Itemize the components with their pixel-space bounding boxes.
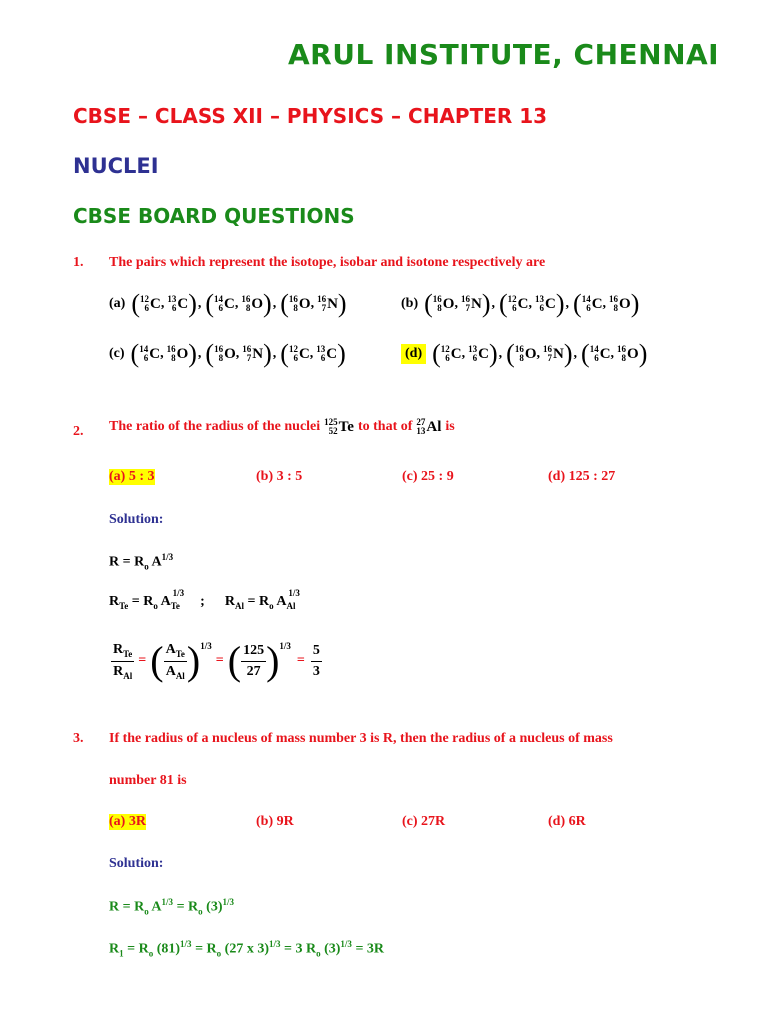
chapter-heading: NUCLEI: [73, 154, 159, 178]
nuclide-pair: ( 14 6 C , 16 8 O ): [205, 289, 272, 318]
q1-option-label: (a): [109, 296, 126, 311]
nuclide: 13 6 C: [468, 344, 489, 363]
nuclide: 12 6 C: [140, 294, 161, 313]
nuclide: 14 6 C: [214, 294, 235, 313]
q2-formula-line: $R = R_o$ $A^{1/3}$: [109, 552, 174, 572]
q2-text: [109, 418, 455, 436]
nuclide-pair: ( 12 6 C , 13 6 C ): [131, 289, 197, 318]
nuclide: 16 7 N: [317, 294, 338, 313]
q2-text-a: The ratio of the radius of the nuclei: [109, 419, 321, 434]
q1-option-c[interactable]: (c) ( 14 6 C , 16 8 O ) , ( 16 8 O , 16 7 N ) , ( 12 6 C , 13 6 C ): [109, 339, 346, 368]
al-atomic: 13: [416, 426, 426, 436]
q1-option-label: (b): [401, 296, 419, 311]
q2-number: 2.: [73, 424, 84, 439]
nuclide: 16 8 O: [609, 294, 631, 313]
q3-text-line2: number 81 is: [109, 773, 187, 788]
nuclide: 16 7 N: [242, 344, 264, 363]
q2-option-a[interactable]: (a) 5 : 3: [109, 469, 155, 484]
q3-solution-label: Solution:: [109, 856, 164, 871]
te-symbol: Te: [338, 418, 354, 435]
nuclide: 16 7 N: [543, 344, 564, 363]
nuclide-pair: ( 14 6 C , 16 8 O ): [130, 339, 197, 368]
q2-text-b: to that of: [357, 419, 413, 434]
nuclide: 16 8 O: [514, 344, 537, 363]
q2-radius-line: $R_{Te} = R_o$ $A_{Te}$ 1/3 ; $R_{Al} = R_o$ $A_{Al}$ 1/3: [109, 588, 300, 611]
nuclide-pair: ( 12 6 C , 13 6 C ): [498, 289, 565, 318]
q1-text: The pairs which represent the isotope, isobar and isotone respectively are: [109, 255, 546, 270]
nuclide: 13 6 C: [167, 294, 189, 313]
q3-option-a[interactable]: (a) 3R: [109, 814, 146, 829]
te-mass: 125: [324, 417, 338, 427]
al-mass: 27: [416, 417, 426, 427]
q2-option-c[interactable]: (c) 25 : 9: [402, 469, 454, 484]
nuclide: 16 8 O: [432, 294, 455, 313]
q1-option-a[interactable]: (a) ( 12 6 C , 13 6 C ) , ( 14 6 C , 16 8 O ) , ( 16 8 O , 16 7 N ): [109, 289, 347, 318]
q3-text-line1: If the radius of a nucleus of mass number 3 is R, then the radius of a nucleus of mass: [109, 731, 613, 746]
nuclide: 12 6 C: [288, 344, 310, 363]
nuclide-pair: ( 12 6 C , 13 6 C ): [432, 339, 498, 368]
nuclide-pair: ( 14 6 C , 16 8 O ): [573, 289, 640, 318]
al-symbol: Al: [426, 418, 442, 435]
course-heading: CBSE – CLASS XII – PHYSICS – CHAPTER 13: [73, 104, 548, 128]
section-heading: CBSE BOARD QUESTIONS: [73, 204, 355, 228]
nuclide-pair: ( 16 8 O , 16 7 N ): [205, 339, 272, 368]
q2-option-b[interactable]: (b) 3 : 5: [256, 469, 303, 484]
q3-solution-line2: $R_1 = R_o$ $(81)^{1/3} = R_o$ (27 x 3)$^{1/3}$ = 3 $R_o$ $(3)^{1/3} = 3R$: [109, 939, 385, 959]
nuclide: 12 6 C: [440, 344, 462, 363]
q1-option-d[interactable]: (d) ( 12 6 C , 13 6 C ) , ( 16 8 O , 16 7 N ) , ( 14 6 C , 16 8 O ): [401, 342, 647, 366]
nuclide-pair: ( 12 6 C , 13 6 C ): [280, 339, 346, 368]
nucleus-al: [416, 418, 441, 436]
nuclide: 14 6 C: [581, 294, 603, 313]
nuclide: 16 8 O: [617, 344, 639, 363]
q2-option-d[interactable]: (d) 125 : 27: [548, 469, 616, 484]
q1-option-label: (c): [109, 346, 125, 361]
q3-option-d[interactable]: (d) 6R: [548, 814, 586, 829]
nucleus-te: [324, 418, 354, 436]
nuclide: 14 6 C: [589, 344, 611, 363]
q1-option-b[interactable]: (b) ( 16 8 O , 16 7 N ) , ( 12 6 C , 13 6 C ) , ( 14 6 C , 16 8 O ): [401, 289, 640, 318]
q3-number: 3.: [73, 731, 84, 746]
nuclide: 16 7 N: [460, 294, 482, 313]
q3-option-c[interactable]: (c) 27R: [402, 814, 446, 829]
q3-option-b[interactable]: (b) 9R: [256, 814, 294, 829]
q3-solution-line1: $R = R_o$ $A^{1/3} = R_o$ $(3)^{1/3}$: [109, 897, 234, 917]
nuclide: 16 8 O: [214, 344, 236, 363]
nuclide-pair: ( 16 8 O , 16 7 N ): [506, 339, 573, 368]
nuclide: 14 6 C: [139, 344, 161, 363]
q1-number: 1.: [73, 255, 84, 270]
te-atomic: 52: [328, 426, 338, 436]
nuclide-pair: ( 16 8 O , 16 7 N ): [280, 289, 347, 318]
q1-option-label: (d): [401, 344, 426, 364]
nuclide-pair: ( 14 6 C , 16 8 O ): [581, 339, 648, 368]
nuclide: 12 6 C: [507, 294, 529, 313]
nuclide: 16 8 O: [166, 344, 189, 363]
nuclide: 13 6 C: [535, 294, 556, 313]
q2-text-c: is: [445, 419, 455, 434]
nuclide: 16 8 O: [288, 294, 311, 313]
q2-solution-label: Solution:: [109, 512, 164, 527]
nuclide: 13 6 C: [316, 344, 338, 363]
nuclide: 16 8 O: [241, 294, 264, 313]
institute-title: ARUL INSTITUTE, CHENNAI: [288, 38, 720, 71]
nuclide-pair: ( 16 8 O , 16 7 N ): [424, 289, 491, 318]
q2-ratio-equation: $\frac{R_{Te}}{R_{Al}}$ = ( $\frac{A_{Te}}{A_{Al}}$ ) $^{1/3}$ = ( $\frac{125}{27}$ ) $^{1/3}$ = $\frac{5}{3}$: [113, 638, 320, 683]
